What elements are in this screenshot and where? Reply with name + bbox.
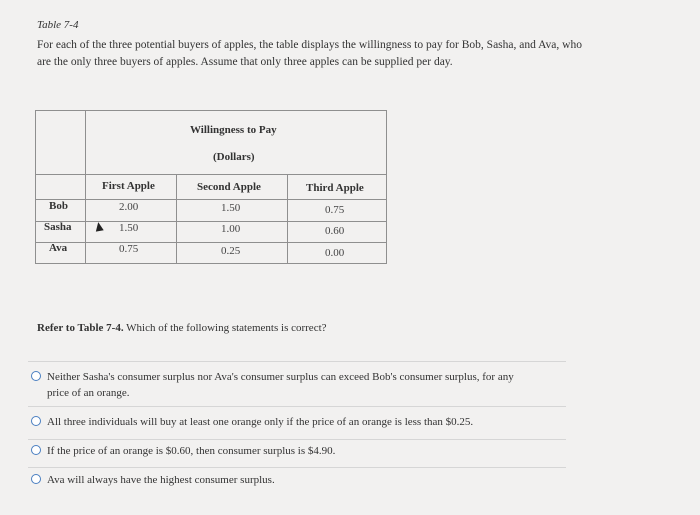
divider [28,406,566,407]
sasha-second: 1.00 [221,223,241,235]
divider [28,361,566,362]
col-header-second: Second Apple [197,181,261,193]
table-caption: Table 7-4 [37,19,79,31]
row-label-sasha: Sasha [44,221,72,233]
row-label-bob: Bob [49,200,68,212]
row-label-ava: Ava [49,242,68,254]
question-text: Which of the following statements is correct? [123,322,327,334]
answer-option-2[interactable] [31,414,571,430]
sasha-third: 0.60 [325,225,345,237]
question-prompt [37,322,327,334]
divider [28,439,566,440]
col-header-third: Third Apple [306,182,364,194]
radio-button-icon[interactable] [31,416,41,426]
mouse-cursor-icon [94,221,103,231]
option-1-text-line2: price of an orange. [47,387,130,399]
ava-third: 0.00 [325,247,345,259]
radio-button-icon[interactable] [31,445,41,455]
option-3-text: If the price of an orange is $0.60, then consumer surplus is $4.90. [47,445,336,457]
answer-option-1[interactable] [31,369,571,401]
table-title-units: (Dollars) [213,151,255,163]
option-1-text-line1: Neither Sasha's consumer surplus nor Ava's consumer surplus can exceed Bob's consumer surplus, for any [47,371,514,383]
question-ref: Refer to Table 7-4. [37,322,124,334]
answer-option-3[interactable] [31,443,571,459]
ava-first: 0.75 [119,243,139,255]
bob-first: 2.00 [119,201,139,213]
table-title: Willingness to Pay [190,124,277,136]
ava-second: 0.25 [221,245,241,257]
sasha-first: 1.50 [119,222,139,234]
answer-option-4[interactable] [31,472,571,488]
option-2-text: All three individuals will buy at least one orange only if the price of an orange is less than $0.25. [47,416,474,428]
radio-button-icon[interactable] [31,474,41,484]
intro-paragraph: For each of the three potential buyers of apples, the table displays the willingness to pay for Bob, Sasha, and Ava, who are the only three buyers of apples. Assume that only three apples can be supplied per day. [37,39,582,68]
radio-button-icon[interactable] [31,371,41,381]
col-header-first: First Apple [102,180,155,192]
bob-third: 0.75 [325,204,345,216]
bob-second: 1.50 [221,202,241,214]
option-4-text: Ava will always have the highest consumer surplus. [47,474,275,486]
divider [28,467,566,468]
